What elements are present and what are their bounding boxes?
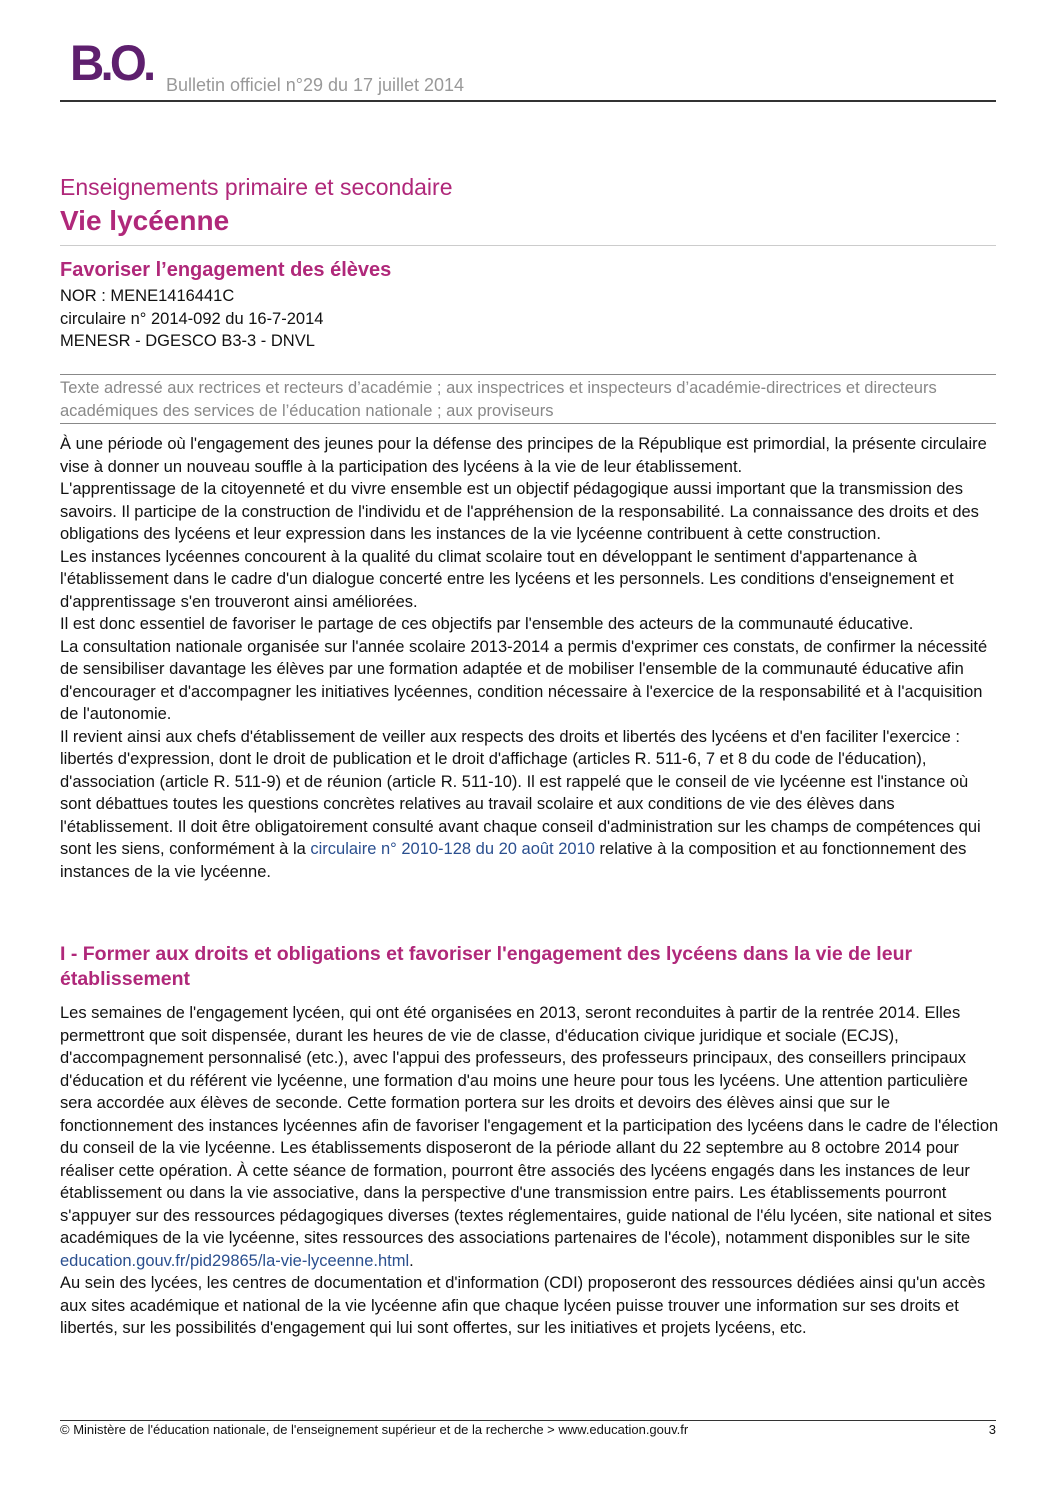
paragraph xyxy=(60,1002,1000,1272)
page-number: 3 xyxy=(988,1422,996,1437)
text: Les semaines de l'engagement lycéen, qui ont été organisées en 2013, seront reconduites à partir de la rentrée 2014. Elles permettront que soit dispensée, durant les heures de vie de classe, d'éducation civique juridique et sociale (ECJS), d'accompagnement personnalisé (etc.), avec l'appui des professeurs, des professeurs principaux, des conseillers principaux d'éducation et du référent vie lycéenne, une formation d'au moins une heure pour tous les lycéens. Une attention particulière sera accordée aux élèves de seconde. Cette formation portera sur les droits et devoirs des élèves ainsi que sur le fonctionnement des instances lycéennes afin de favoriser l'engagement et la participation des lycéens dans le cadre de l'élection du conseil de la vie lycéenne. Les établissements disposeront de la période allant du 22 septembre au 8 octobre 2014 pour réaliser cette opération. À cette séance de formation, pourront être associés des lycéens engagés dans les instances de leur établissement ou dans la vie associative, dans la perspective d'une transmission entre pairs. Les établissements pourront s'appuyer sur des ressources pédagogiques diverses (textes réglementaires, guide national de l'élu lycéen, site national et sites académiques de la vie lycéenne, sites ressources des associations partenaires de l'école), notamment disponibles sur le site xyxy=(60,1004,999,1247)
text: . xyxy=(409,1251,414,1270)
circulaire-ref: circulaire n° 2014-092 du 16-7-2014 xyxy=(60,309,324,328)
paragraph: À une période où l'engagement des jeunes pour la défense des principes de la République est primordial, la présente circulaire vise à donner un nouveau souffle à la participation des lycéens à la vie de leur établissement. xyxy=(60,435,987,476)
paragraph: Il est donc essentiel de favoriser le partage de ces objectifs par l'ensemble des acteurs de la communauté éducative. xyxy=(60,615,914,633)
text: Il revient ainsi aux chefs d'établissement de veiller aux respects des droits et libertés des lycéens et d'en faciliter l'exercice : libertés d'expression, dont le droit de publication et le droit d'affichage (articles R. 511-6, 7 et 8 du code de l'éducation), d'association (article R. 511-9) et de réunion (article R. 511-10). Il est rappelé que le conseil de vie lycéenne est l'instance où sont débattues toutes les questions concrètes relatives au travail scolaire et aux conditions de vie des élèves dans l'établissement. Il doit être obligatoirement consulté avant chaque conseil d'administration sur les champs de compétences qui sont les siens, conformément à la xyxy=(60,727,981,858)
paragraph: La consultation nationale organisée sur l'année scolaire 2013-2014 a permis d'exprimer ces constats, de confirmer la nécessité de sensibiliser davantage les élèves par une formation adaptée et de mobiliser l'ensemble de la communauté éducative afin d'encourager et d'accompagner les initiatives lycéennes, condition nécessaire à l'exercice de la responsabilité et à l'acquisition de l'autonomie. xyxy=(60,637,988,723)
circulaire-link[interactable]: circulaire n° 2010-128 du 20 août 2010 xyxy=(310,840,595,858)
rubric: Enseignements primaire et secondaire xyxy=(60,174,453,200)
subtitle: Favoriser l’engagement des élèves xyxy=(60,259,392,281)
bo-logo: B.O. xyxy=(70,35,153,91)
paragraph: Les instances lycéennes concourent à la qualité du climat scolaire tout en développant le sentiment d'appartenance à l'établissement dans le cadre d'un dialogue concerté entre les lycéens et les personnels. Les conditions d'enseignement et d'apprentissage s'en trouveront ainsi améliorées. xyxy=(60,547,954,611)
section-1-body xyxy=(60,1002,1000,1340)
paragraph: Au sein des lycées, les centres de documentation et d'information (CDI) proposeront des ressources dédiées ainsi qu'un accès aux sites académique et national de la vie lycéenne afin que chaque lycéen puisse trouver une information sur ses droits et libertés, sur les possibilités d'engagement qui lui sont offertes, sur les initiatives et projets lycéens, etc. xyxy=(60,1274,986,1337)
intro xyxy=(60,433,1000,883)
paragraph: L'apprentissage de la citoyenneté et du vivre ensemble est un objectif pédagogique aussi important que la transmission des savoirs. Il participe de la construction de l'individu et de l'appréhension de la responsabilité. La connaissance des droits et des obligations des lycéens et leur expression dans les instances de la vie lycéenne contribuent à cette construction. xyxy=(60,480,979,543)
addressees: Texte adressé aux rectrices et recteurs d’académie ; aux inspectrices et inspecteurs d’académie-directrices et directeurs académiques des services de l’éducation nationale ; aux proviseurs xyxy=(60,374,996,424)
bulletin-title: Bulletin officiel n°29 du 17 juillet 2014 xyxy=(166,75,465,95)
header xyxy=(60,35,996,102)
page-title: Vie lycéenne xyxy=(60,205,996,246)
footer xyxy=(60,1420,996,1437)
meta xyxy=(60,285,323,353)
text: relative à la composition et au fonctionnement des instances de la vie lycéenne. xyxy=(60,840,967,881)
vie-lyceenne-link[interactable]: education.gouv.fr/pid29865/la-vie-lyceenne.html xyxy=(60,1251,410,1270)
paragraph xyxy=(60,726,1000,884)
footer-text: © Ministère de l'éducation nationale, de l'enseignement supérieur et de la recherche > www.education.gouv.fr xyxy=(60,1422,689,1437)
section-heading: I - Former aux droits et obligations et favoriser l'engagement des lycéens dans la vie de leur établissement xyxy=(60,943,913,990)
nor: NOR : MENE1416441C xyxy=(60,287,235,305)
service: MENESR - DGESCO B3-3 - DNVL xyxy=(60,332,315,350)
